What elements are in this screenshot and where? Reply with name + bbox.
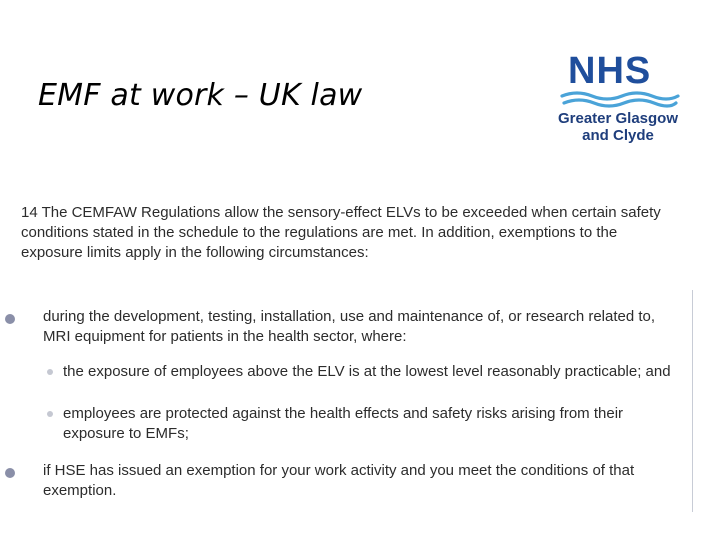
slide-title: EMF at work – UK law bbox=[38, 78, 363, 113]
logo-wordmark: NHS bbox=[568, 50, 652, 92]
intro-paragraph: 14 The CEMFAW Regulations allow the sensory-effect ELVs to be exceeded when certain safety conditions stated in the schedule to the regulations are met. In addition, exemptions to the exposure limits apply in the following circumstances: bbox=[21, 204, 661, 261]
logo-text-line-1: Greater Glasgow bbox=[557, 110, 679, 127]
logo-text-line-2: and Clyde bbox=[582, 127, 654, 144]
bullet-icon bbox=[5, 314, 15, 324]
nhs-logo bbox=[548, 50, 688, 150]
sub-bullet-item: employees are protected against the health effects and safety risks arising from their exposure to EMFs; bbox=[63, 405, 624, 442]
sub-bullet-icon bbox=[47, 411, 53, 417]
waves-icon bbox=[560, 90, 680, 108]
bullet-item: if HSE has issued an exemption for your work activity and you meet the conditions of that exemption. bbox=[43, 462, 635, 499]
document-excerpt bbox=[0, 195, 700, 515]
bullet-item: during the development, testing, installation, use and maintenance of, or research related to, MRI equipment for patients in the health sector, where: bbox=[43, 308, 656, 345]
sub-bullet-item: the exposure of employees above the ELV is at the lowest level reasonably practicable; and bbox=[63, 363, 671, 380]
sub-bullet-icon bbox=[47, 369, 53, 375]
bullet-icon bbox=[5, 468, 15, 478]
